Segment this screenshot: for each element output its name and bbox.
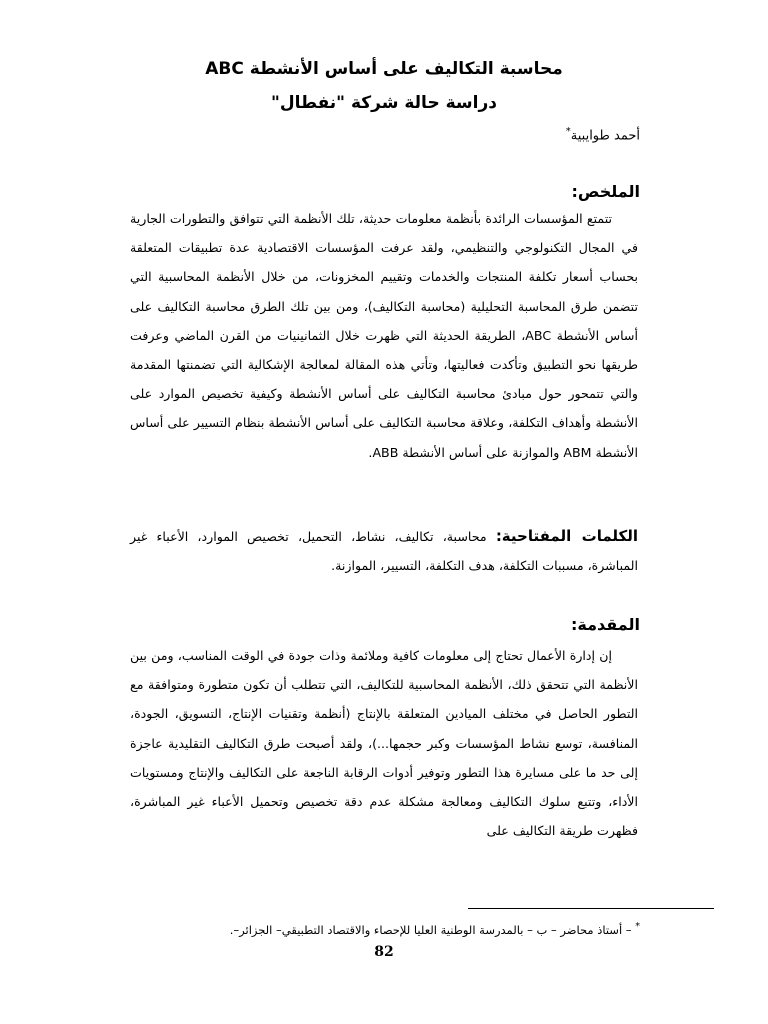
footnote (80, 917, 640, 940)
keywords-label: الكلمات المفتاحية: (495, 527, 638, 545)
introduction-paragraph (130, 641, 638, 845)
paper-subtitle: دراسة حالة شركة "نفطال" (271, 93, 497, 113)
introduction-heading: المقدمة: (571, 615, 640, 634)
paper-title: محاسبة التكاليف على أساس الأنشطة ABC (205, 59, 563, 79)
footnote-text: – أستاذ محاضر – ب – بالمدرسة الوطنية العليا للإحصاء والاقتصاد التطبيقي– الجزائر–. (229, 922, 632, 937)
keywords-paragraph (130, 522, 638, 580)
abstract-text: تتمتع المؤسسات الرائدة بأنظمة معلومات حديثة، تلك الأنظمة التي تتوافق والتطورات الجارية في المجال التكنولوجي والتنظيمي، ولقد عرفت المؤسسات الاقتصادية عدة تطبيقات المتعلقة بحساب أسعار تكلفة المنتجات والخدمات وتقييم المخزونات، من خلال الأنظمة المحاسبية التي تتضمن طرق المحاسبة التحليلية (محاسبة التكاليف)، ومن بين تلك الطرق محاسبة التكاليف على أساس الأنشطة ABC، الطريقة الحديثة التي ظهرت خلال الثمانينيات من القرن الماضي وعرفت طريقها نحو التطبيق وتأكدت فعاليتها، وتأتي هذه المقالة لمعالجة الإشكالية التي تضمنتها المقدمة والتي تتمحور حول مبادئ محاسبة التكاليف على أساس الأنشطة وكيفية تخصيص الموارد على الأنشطة وأهداف التكلفة، وعلاقة محاسبة التكاليف على أساس الأنشطة بنظام التسيير على أساس الأنشطة ABM والموازنة على أساس الأنشطة ABB. (130, 211, 638, 460)
footnote-rule (468, 908, 714, 909)
page-number: 82 (374, 944, 394, 960)
author-name: أحمد طوايبية (570, 128, 640, 144)
footnote-marker: * (635, 921, 640, 932)
author-marker: * (565, 126, 571, 137)
author-line (566, 121, 640, 147)
abstract-heading: الملخص: (571, 182, 640, 201)
keywords-text: محاسبة، تكاليف، نشاط، التحميل، تخصيص الموارد، الأعباء غير المباشرة، مسببات التكلفة، هدف التكلفة، التسيير، الموازنة. (130, 529, 638, 574)
introduction-text: إن إدارة الأعمال تحتاج إلى معلومات كافية وملائمة وذات جودة في الوقت المناسب، ومن بين الأنظمة التي تتحقق ذلك، الأنظمة المحاسبية للتكاليف، التي تتطلب أن تكون متطورة ومتوافقة مع التطور الحاصل في مختلف الميادين المتعلقة بالإنتاج (أنظمة وتقنيات الإنتاج، التسويق، الجودة، المنافسة، توسع نشاط المؤسسات وكبر حجمها...)، ولقد أصبحت طرق التكاليف التقليدية عاجزة إلى حد ما على مسايرة هذا التطور وتوفير أدوات الرقابة الناجعة على التكاليف والإنتاج ومستويات الأداء، وتتبع سلوك التكاليف ومعالجة مشكلة عدم دقة تخصيص وتحميل الأعباء غير المباشرة، فظهرت طريقة التكاليف على (130, 648, 638, 839)
abstract-paragraph (130, 204, 638, 467)
